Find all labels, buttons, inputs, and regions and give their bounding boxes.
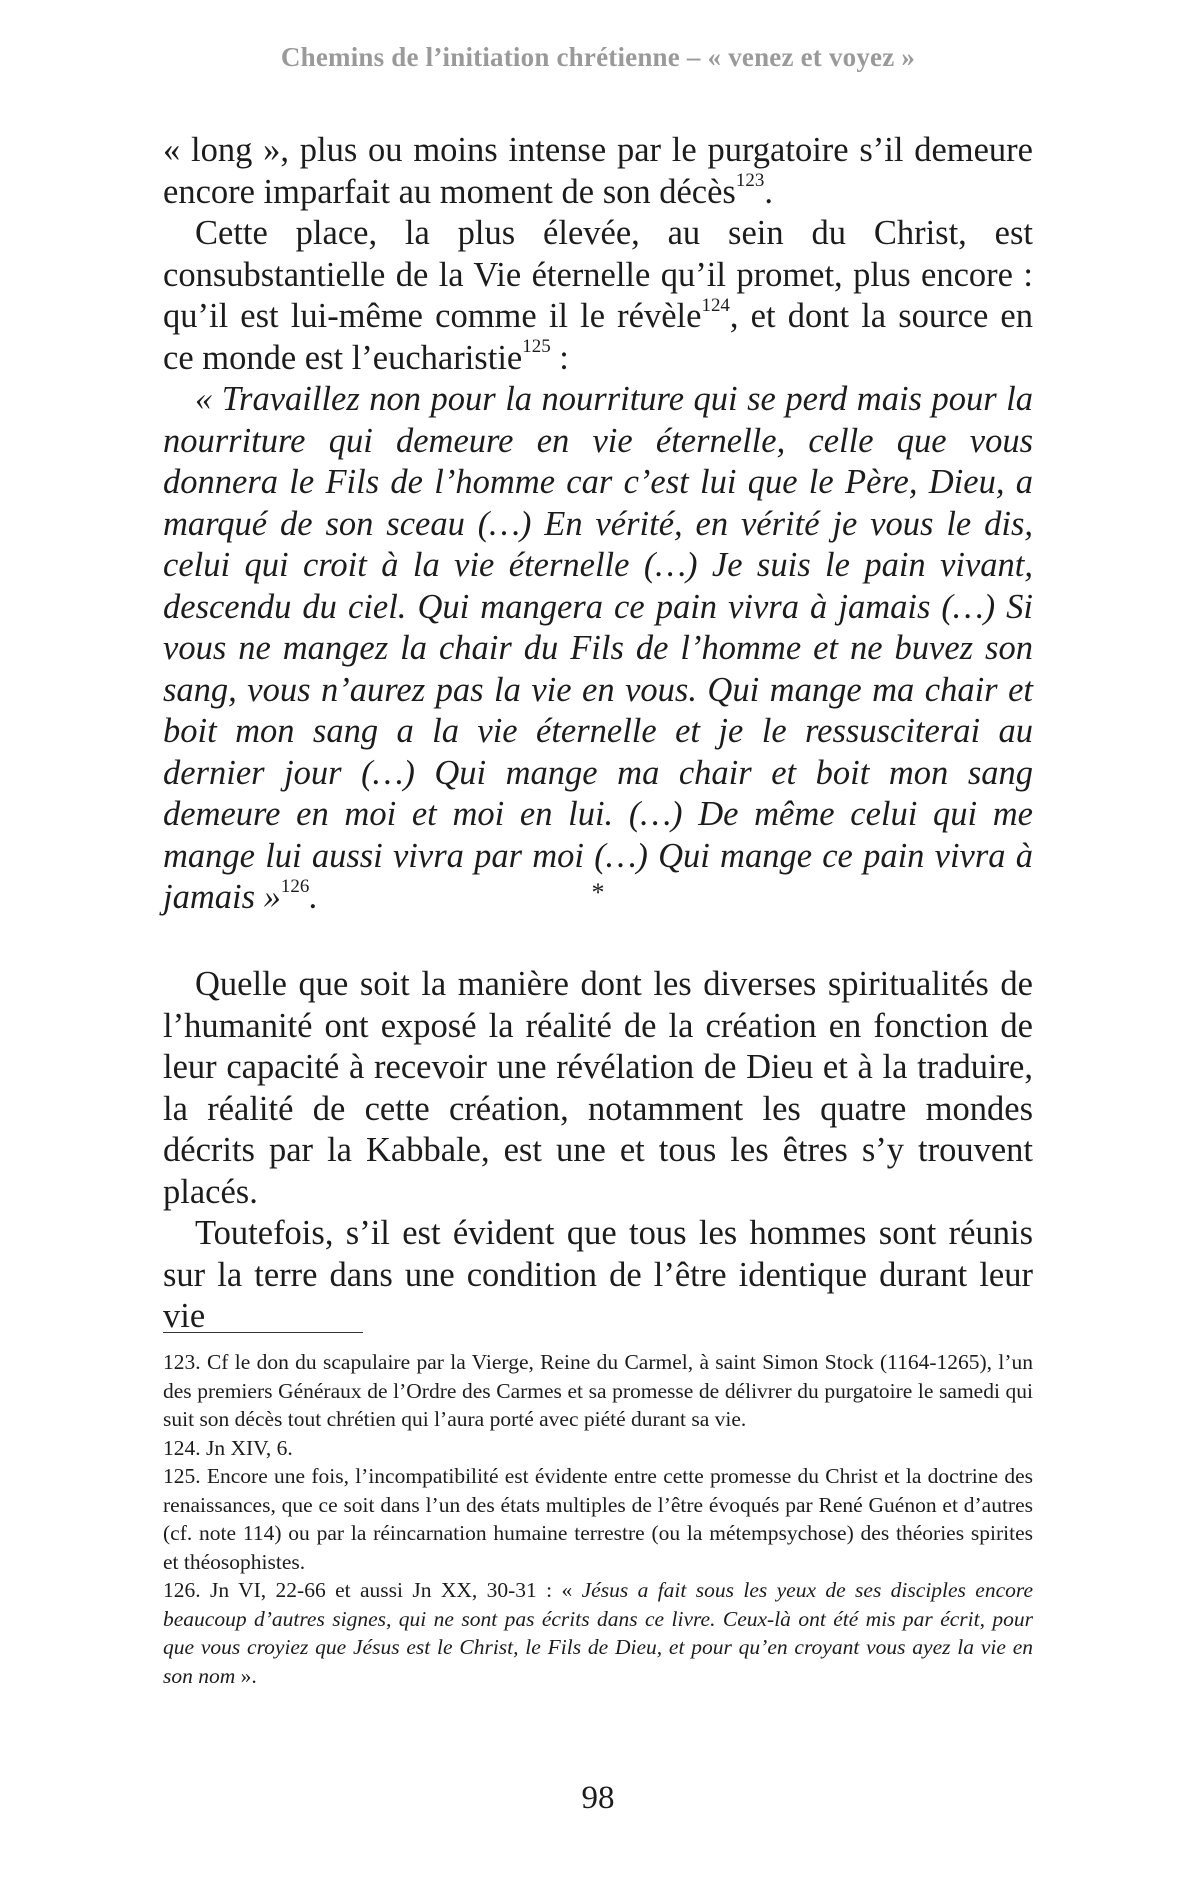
footnote-text: 126. Jn VI, 22-66 et aussi Jn XX, 30-31 : « <box>163 1578 582 1602</box>
footnote-ref[interactable]: 126 <box>280 875 310 897</box>
scripture-quote <box>163 379 1033 919</box>
paragraph-continuation <box>163 130 1033 213</box>
footnote-123: 123. Cf le don du scapulaire par la Vierge, Reine du Carmel, à saint Simon Stock (1164-1265), l’un des premiers Généraux de l’Ordre des Carmes et sa promesse de délivrer du purgatoire le samedi qui suit son décès tout chrétien qui l’aura porté avec piété durant sa vie. <box>163 1350 1033 1431</box>
footnotes <box>163 1348 1033 1690</box>
paragraph-text: « long », plus ou moins intense par le purgatoire s’il demeure encore imparfait au moment de son décès <box>163 131 1033 211</box>
paragraph-text: Cette place, la plus élevée, au sein du Christ, est consubstantielle de la Vie éternelle qu’il promet, plus encore : qu’il est lui-même comme il le révèle <box>163 214 1033 335</box>
footnote-ref[interactable]: 123 <box>735 170 765 192</box>
paragraph: Toutefois, s’il est évident que tous les hommes sont réunis sur la terre dans une condition de l’être identique durant leur vie <box>163 1214 1033 1335</box>
main-text-block-2 <box>163 964 1033 1338</box>
footnote-126 <box>163 1576 1033 1690</box>
paragraph: Quelle que soit la manière dont les diverses spiritualités de l’humanité ont exposé la réalité de la création en fonction de leur capacité à recevoir une révélation de Dieu et à la traduire, la réalité de cette création, notamment les quatre mondes décrits par la Kabbale, est une et tous les êtres s’y trouvent placés. <box>163 965 1033 1211</box>
paragraph <box>163 213 1033 379</box>
footnote-rule <box>163 1332 363 1333</box>
paragraph-tail: . <box>309 878 318 916</box>
section-separator: * <box>591 878 605 907</box>
footnote-ref[interactable]: 124 <box>701 294 730 316</box>
quote-text: « Travaillez non pour la nourriture qui se perd mais pour la nourriture qui demeure en vie éternelle, celle que vous donnera le Fils de l’homme car c’est lui que le Père, Dieu, a marqué de son sceau (…) En vérité, en vérité je vous le dis, celui qui croit à la vie éternelle (…) Je suis le pain vivant, descendu du ciel. Qui mangera ce pain vivra à jamais (…) Si vous ne mangez la chair du Fils de l’homme et ne buvez son sang, vous n’aurez pas la vie en vous. Qui mange ma chair et boit mon sang a la vie éternelle et je le ressusciterai au dernier jour (…) Qui mange ma chair et boit mon sang demeure en moi et moi en lui. (…) De même celui qui me mange lui aussi vivra par moi (…) Qui mange ce pain vivra à jamais » <box>163 380 1033 916</box>
footnote-text: ». <box>235 1663 257 1688</box>
footnote-125: 125. Encore une fois, l’incompatibilité est évidente entre cette promesse du Christ et la doctrine des renaissances, que ce soit dans l’un des états multiples de l’être évoqués par René Guénon et d’autres (cf. note 114) ou par la réincarnation humaine terrestre (ou la métempsychose) des théories spirites et théosophistes. <box>163 1464 1033 1574</box>
page-number: 98 <box>581 1780 615 1816</box>
paragraph-text: , et dont la source en ce monde est l’eucharistie <box>163 297 1033 377</box>
paragraph-tail: . <box>764 172 773 211</box>
main-text-block <box>163 130 1033 919</box>
footnote-quote: Jésus a fait sous les yeux de ses disciples encore beaucoup d’autres signes, qui ne sont pas écrits dans ce livre. Ceux-là ont été mis par écrit, pour que vous croyiez que Jésus est le Christ, le Fils de Dieu, et pour qu’en croyant vous ayez la vie en son nom <box>163 1578 1033 1688</box>
footnote-ref[interactable]: 125 <box>522 336 551 358</box>
running-head: Chemins de l’initiation chrétienne – « venez et voyez » <box>280 42 916 72</box>
footnote-124: 124. Jn XIV, 6. <box>163 1435 293 1460</box>
paragraph-tail: : <box>550 338 569 377</box>
